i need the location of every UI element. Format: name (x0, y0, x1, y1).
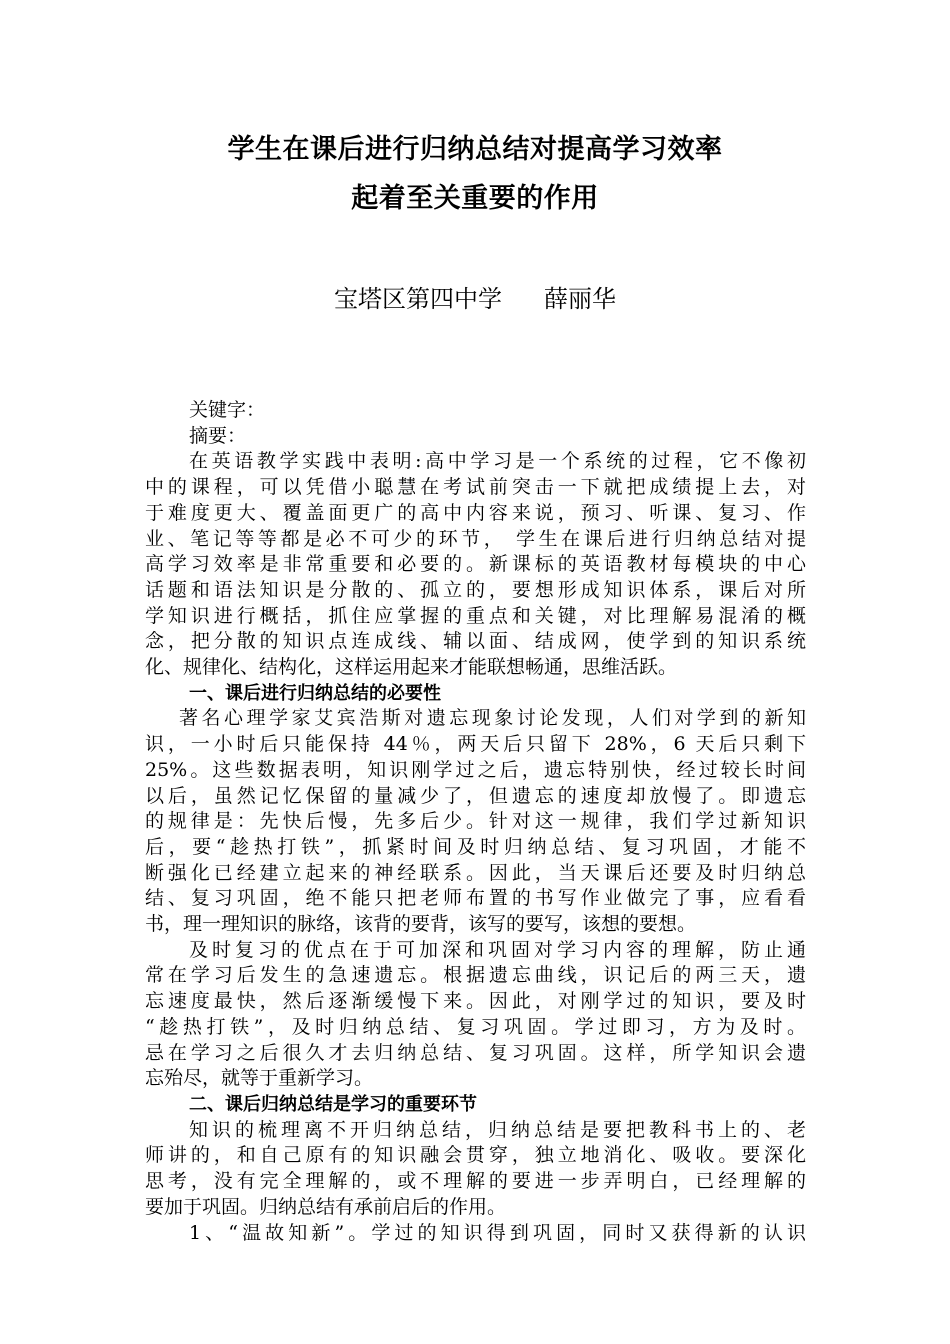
document-title-line-2: 起着至关重要的作用 (351, 183, 599, 214)
paragraph-line: 著名心理学家艾宾浩斯对遗忘现象讨论发现，人们对学到的新知 (179, 707, 806, 730)
paragraph-line: 于难度更大、覆盖面更广的高中内容来说，预习、听课、复习、作 (145, 501, 806, 524)
school-name: 宝塔区第四中学 (334, 285, 502, 313)
paragraph-line: 书，理一理知识的脉络，该背的要背，该写的要写，该想的要想。 (145, 913, 697, 936)
section-heading-2: 二、课后归纳总结是学习的重要环节 (189, 1093, 477, 1115)
paragraph-line: 在英语教学实践中表明:高中学习是一个系统的过程，它不像初 (189, 450, 806, 473)
paragraph-line: 忌在学习之后很久才去归纳总结、复习巩固。这样，所学知识会遗 (145, 1041, 806, 1064)
paragraph-line: 忘殆尽，就等于重新学习。 (145, 1067, 374, 1090)
paragraph-line: 1、“温故知新”。学过的知识得到巩固，同时又获得新的认识 (189, 1221, 806, 1244)
paragraph-line: 识，一小时后只能保持 44％，两天后只留下 28%，6 天后只剩下 (145, 733, 806, 756)
paragraph-line: 忘速度最快，然后逐渐缓慢下来。因此，对刚学过的知识，要及时 (145, 990, 806, 1013)
paragraph-line: 结、复习巩固，绝不能只把老师布置的书写作业做完了事，应看看 (145, 887, 806, 910)
paragraph-line: 师讲的，和自己原有的知识融会贯穿，独立地消化、吸收。要深化 (145, 1144, 806, 1167)
section1-paragraph-1 (145, 706, 806, 937)
paragraph-line: 后，要“趁热打铁”，抓紧时间及时归纳总结、复习巩固，才能不 (145, 835, 806, 858)
intro-paragraph (145, 449, 806, 680)
paragraph-line: 的规律是：先快后慢，先多后少。针对这一规律，我们学过新知识 (145, 810, 806, 833)
paragraph-line: 思考，没有完全理解的，或不理解的要进一步弄明白，已经理解的 (145, 1170, 806, 1193)
section-heading-1: 一、课后进行归纳总结的必要性 (189, 682, 441, 704)
document-body (145, 398, 806, 1246)
section1-paragraph-2 (145, 938, 806, 1092)
paragraph-line: 高学习效率是非常重要和必要的。新课标的英语教材每模块的中心 (145, 553, 806, 576)
byline (0, 284, 950, 314)
section2-paragraph-2 (145, 1221, 806, 1247)
section2-paragraph-1 (145, 1118, 806, 1221)
author-name: 薛丽华 (544, 285, 616, 313)
paragraph-line: 念，把分散的知识点连成线、辅以面、结成网，使学到的知识系统 (145, 630, 806, 653)
paragraph-line: “趁热打铁”，及时归纳总结、复习巩固。学过即习，方为及时。 (145, 1015, 806, 1038)
paragraph-line: 常在学习后发生的急速遗忘。根据遗忘曲线，识记后的两三天，遗 (145, 964, 806, 987)
keywords-label: 关键字： (189, 399, 266, 421)
paragraph-line: 中的课程，可以凭借小聪慧在考试前突击一下就把成绩提上去，对 (145, 476, 806, 499)
paragraph-line: 话题和语法知识是分散的、孤立的，要想形成知识体系，课后对所 (145, 578, 806, 601)
paragraph-line: 化、规律化、结构化，这样运用起来才能联想畅通，思维活跃。 (145, 656, 678, 679)
paragraph-line: 25%。这些数据表明，知识刚学过之后，遗忘特别快，经过较长时间 (145, 758, 806, 781)
paragraph-line: 要加于巩固。归纳总结有承前启后的作用。 (145, 1195, 507, 1218)
paragraph-line: 知识的梳理离不开归纳总结，归纳总结是要把教科书上的、老 (189, 1118, 806, 1141)
document-title-line-1: 学生在课后进行归纳总结对提高学习效率 (227, 134, 723, 165)
abstract-label: 摘要： (189, 424, 247, 447)
paragraph-line: 断强化已经建立起来的神经联系。因此，当天课后还要及时归纳总 (145, 861, 806, 884)
paragraph-line: 及时复习的优点在于可加深和巩固对学习内容的理解，防止通 (189, 938, 806, 961)
paragraph-line: 以后，虽然记忆保留的量减少了，但遗忘的速度却放慢了。即遗忘 (145, 784, 806, 807)
paragraph-line: 业、笔记等等都是必不可少的环节， 学生在课后进行归纳总结对提 (145, 527, 806, 550)
paragraph-line: 学知识进行概括，抓住应掌握的重点和关键，对比理解易混淆的概 (145, 604, 806, 627)
